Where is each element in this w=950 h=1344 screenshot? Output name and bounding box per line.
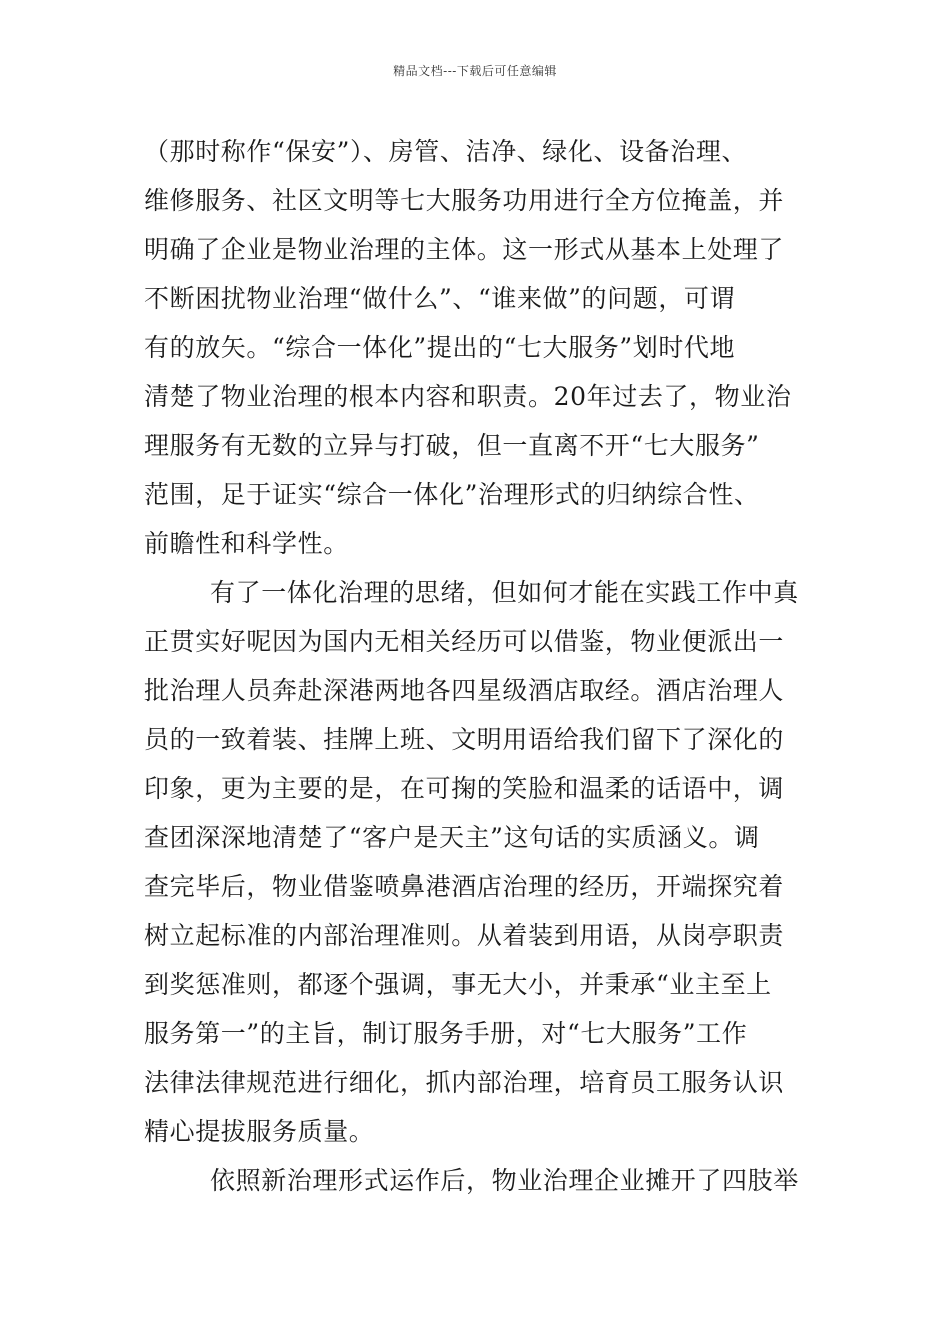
text-line: 精心提拔服务质量。	[144, 1117, 375, 1146]
text-line: 范围，足于证实“综合一体化”治理形式的归纳综合性、	[144, 480, 760, 509]
text-line: 不断困扰物业治理“做什么”、“谁来做”的问题，可谓	[144, 284, 736, 313]
text-line: 前瞻性和科学性。	[144, 529, 349, 558]
text-line: 查团深深地清楚了“客户是天主”这句话的实质涵义。调	[144, 823, 760, 852]
text-line: 查完毕后，物业借鉴喷鼻港酒店治理的经历，开端探究着	[144, 872, 785, 901]
text-line: 依照新治理形式运作后，物业治理企业摊开了四肢举	[210, 1166, 799, 1195]
text-line: 清楚了物业治理的根本内容和职责。20年过去了，物业治	[144, 382, 792, 411]
text-line: 有了一体化治理的思绪，但如何才能在实践工作中真	[210, 578, 799, 607]
text-line: 正贯实好呢因为国内无相关经历可以借鉴，物业便派出一	[144, 627, 785, 656]
paragraph-2	[144, 568, 806, 1156]
text-line: 批治理人员奔赴深港两地各四星级酒店取经。酒店治理人	[144, 676, 785, 705]
text-line: 理服务有无数的立异与打破，但一直离不开“七大服务”	[144, 431, 760, 460]
paragraph-3	[144, 1156, 806, 1205]
text-line: （那时称作“保安”）、房管、洁净、绿化、设备治理、	[144, 137, 748, 166]
text-line: 有的放矢。“综合一体化”提出的“七大服务”划时代地	[144, 333, 736, 362]
text-line: 明确了企业是物业治理的主体。这一形式从基本上处理了	[144, 235, 785, 264]
text-line: 树立起标准的内部治理准则。从着装到用语，从岗亭职责	[144, 921, 785, 950]
document-body	[144, 127, 806, 1205]
text-line: 到奖惩准则，都逐个强调，事无大小，并秉承“业主至上	[144, 970, 772, 999]
text-line: 法律法律规范进行细化，抓内部治理，培育员工服务认识	[144, 1068, 785, 1097]
paragraph-1	[144, 127, 806, 568]
text-line: 维修服务、社区文明等七大服务功用进行全方位掩盖，并	[144, 186, 785, 215]
page-header: 精品文档---下载后可任意编辑	[393, 64, 557, 78]
text-line: 印象，更为主要的是，在可掬的笑脸和温柔的话语中，调	[144, 774, 785, 803]
text-line: 员的一致着装、挂牌上班、文明用语给我们留下了深化的	[144, 725, 785, 754]
text-line: 服务第一”的主旨，制订服务手册，对“七大服务”工作	[144, 1019, 748, 1048]
